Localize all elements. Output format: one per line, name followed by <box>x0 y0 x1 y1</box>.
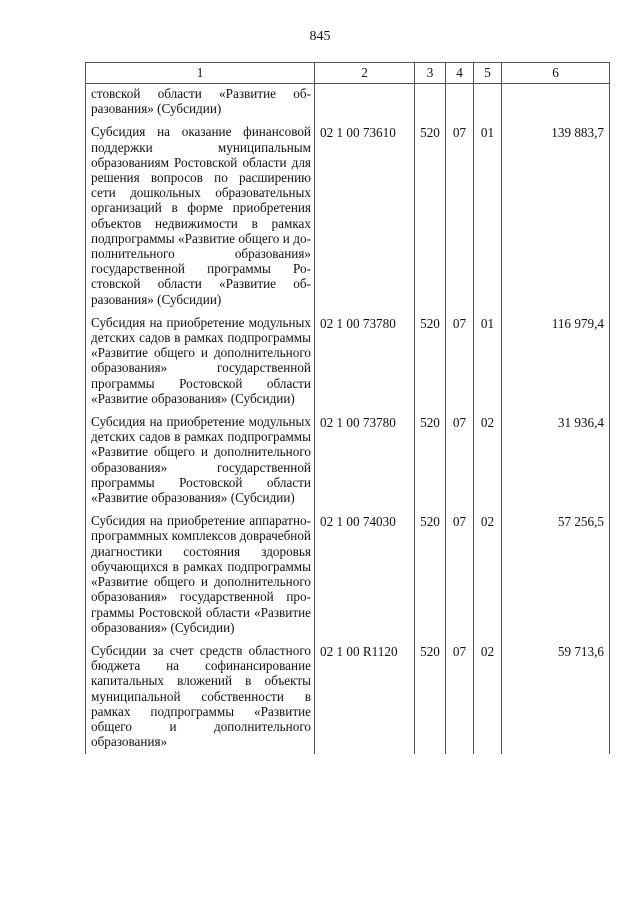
page-number: 845 <box>309 29 331 44</box>
header-col-3: 3 <box>415 63 446 84</box>
table-row <box>86 84 610 122</box>
table-row <box>86 121 610 311</box>
row-expense-type <box>415 84 446 122</box>
row-description: Субсидии за счет средств областного бюджета на софинансирование капитальных вложений в объекты муниципальной собственности в рамках подпрограммы «Развитие общего и дополнительного образования» <box>86 640 315 754</box>
table-body <box>86 84 610 755</box>
row-description: Субсидия на приобретение модульных детских садов в рамках подпрограммы «Развитие общего и дополнительного образования» государственной программы Ростовской области «Развитие образования» (Субсидии) <box>86 312 315 411</box>
row-target-code: 02 1 00 73780 <box>315 411 415 510</box>
row-section: 07 <box>446 640 474 754</box>
row-amount: 31 936,4 <box>502 411 610 510</box>
header-col-2: 2 <box>315 63 415 84</box>
row-section <box>446 84 474 122</box>
row-section: 07 <box>446 121 474 311</box>
row-target-code: 02 1 00 74030 <box>315 510 415 640</box>
row-amount <box>502 84 610 122</box>
row-description: Субсидия на оказание финансовой поддержки муниципальным образованиям Ростовской области для решения вопросов по расширению сети дошкольных образовательных организаций в форме приобретения объектов недвижимости в рамках подпрограммы «Развитие общего и дополнительного образования» государственной программы Ростовской области «Развитие образования» (Субсидии) <box>86 121 315 311</box>
header-col-6: 6 <box>502 63 610 84</box>
row-target-code: 02 1 00 R1120 <box>315 640 415 754</box>
header-row <box>86 63 610 84</box>
header-col-4: 4 <box>446 63 474 84</box>
table-row <box>86 510 610 640</box>
row-subsection: 01 <box>474 312 502 411</box>
budget-table <box>85 62 610 754</box>
row-description: Субсидия на приобретение модульных детских садов в рамках подпрограммы «Развитие общего и дополнительного образования» государственной программы Ростовской области «Развитие образования» (Субсидии) <box>86 411 315 510</box>
row-expense-type: 520 <box>415 510 446 640</box>
row-subsection: 02 <box>474 640 502 754</box>
row-section: 07 <box>446 411 474 510</box>
table-row <box>86 640 610 754</box>
row-amount: 116 979,4 <box>502 312 610 411</box>
row-description: Субсидия на приобретение аппаратно-программных комплексов доврачебной диагностики состояния здоровья обучающихся в рамках подпрограммы «Развитие общего и дополнительного образования» государственной программы Ростовской области «Развитие образования» (Субсидии) <box>86 510 315 640</box>
row-subsection: 02 <box>474 411 502 510</box>
table-row <box>86 312 610 411</box>
header-col-1: 1 <box>86 63 315 84</box>
row-section: 07 <box>446 312 474 411</box>
row-target-code: 02 1 00 73780 <box>315 312 415 411</box>
table-row <box>86 411 610 510</box>
row-expense-type: 520 <box>415 640 446 754</box>
row-amount: 59 713,6 <box>502 640 610 754</box>
row-section: 07 <box>446 510 474 640</box>
row-target-code: 02 1 00 73610 <box>315 121 415 311</box>
row-expense-type: 520 <box>415 411 446 510</box>
row-subsection: 02 <box>474 510 502 640</box>
row-subsection: 01 <box>474 121 502 311</box>
row-subsection <box>474 84 502 122</box>
row-expense-type: 520 <box>415 121 446 311</box>
row-description: стовской области «Развитие образования» (Субсидии) <box>86 84 315 122</box>
header-col-5: 5 <box>474 63 502 84</box>
table-header <box>86 63 610 84</box>
row-target-code <box>315 84 415 122</box>
row-expense-type: 520 <box>415 312 446 411</box>
row-amount: 57 256,5 <box>502 510 610 640</box>
row-amount: 139 883,7 <box>502 121 610 311</box>
